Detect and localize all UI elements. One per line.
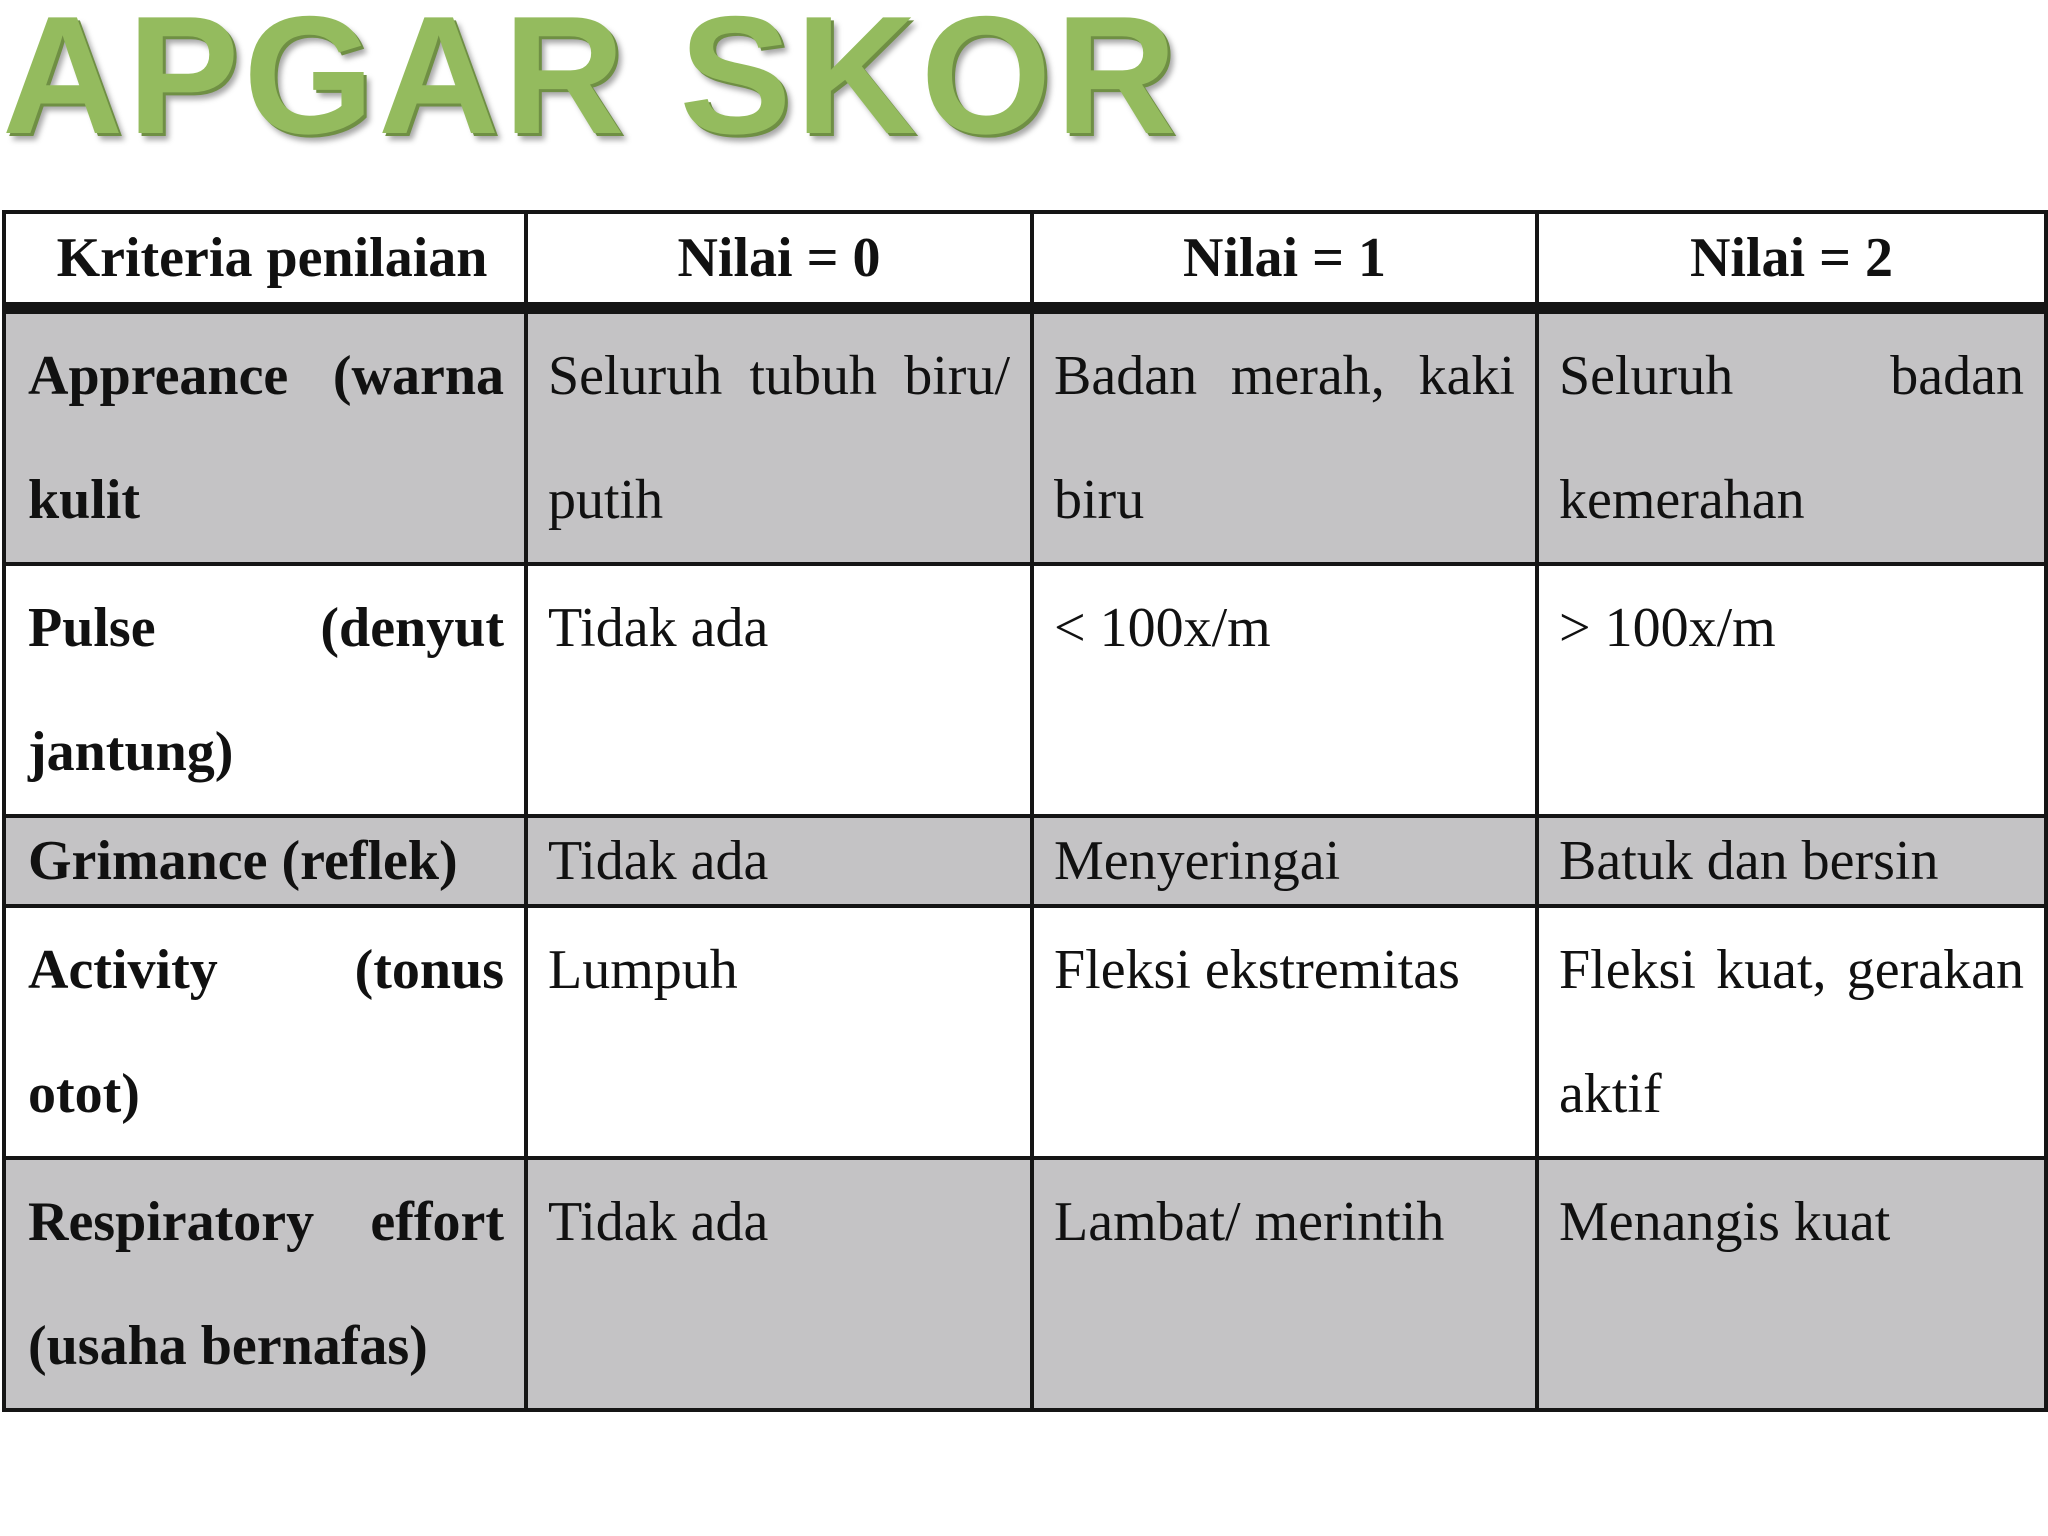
criteria-cell: Activity (tonus otot) [4, 906, 526, 1158]
score-2-cell: Fleksi kuat, gerakan aktif [1537, 906, 2046, 1158]
score-1-cell: Menyeringai [1032, 816, 1537, 906]
table-row [4, 564, 2046, 816]
score-1-cell: Lambat/ merintih [1032, 1158, 1537, 1410]
header-score-2: Nilai = 2 [1537, 212, 2046, 308]
score-1-cell: < 100x/m [1032, 564, 1537, 816]
criteria-cell: Appreance (warna kulit [4, 308, 526, 564]
score-0-cell: Tidak ada [526, 816, 1032, 906]
table-row [4, 816, 2046, 906]
score-0-cell: Tidak ada [526, 564, 1032, 816]
score-1-cell: Badan merah, kaki biru [1032, 308, 1537, 564]
score-1-cell: Fleksi ekstremitas [1032, 906, 1537, 1158]
score-2-cell: Seluruh badan kemerahan [1537, 308, 2046, 564]
score-2-cell: Batuk dan bersin [1537, 816, 2046, 906]
apgar-score-table [2, 210, 2048, 1412]
score-0-cell: Tidak ada [526, 1158, 1032, 1410]
criteria-cell: Grimance (reflek) [4, 816, 526, 906]
score-0-cell: Seluruh tubuh biru/ putih [526, 308, 1032, 564]
header-score-0: Nilai = 0 [526, 212, 1032, 308]
header-criteria: Kriteria penilaian [4, 212, 526, 308]
table-row [4, 308, 2046, 564]
header-score-1: Nilai = 1 [1032, 212, 1537, 308]
table-header-row [4, 212, 2046, 308]
table-row [4, 906, 2046, 1158]
table-row [4, 1158, 2046, 1410]
page-title: APGAR SKOR [2, 0, 1181, 169]
criteria-cell: Pulse (denyut jantung) [4, 564, 526, 816]
score-0-cell: Lumpuh [526, 906, 1032, 1158]
score-2-cell: Menangis kuat [1537, 1158, 2046, 1410]
criteria-cell: Respiratory effort (usaha bernafas) [4, 1158, 526, 1410]
score-2-cell: > 100x/m [1537, 564, 2046, 816]
